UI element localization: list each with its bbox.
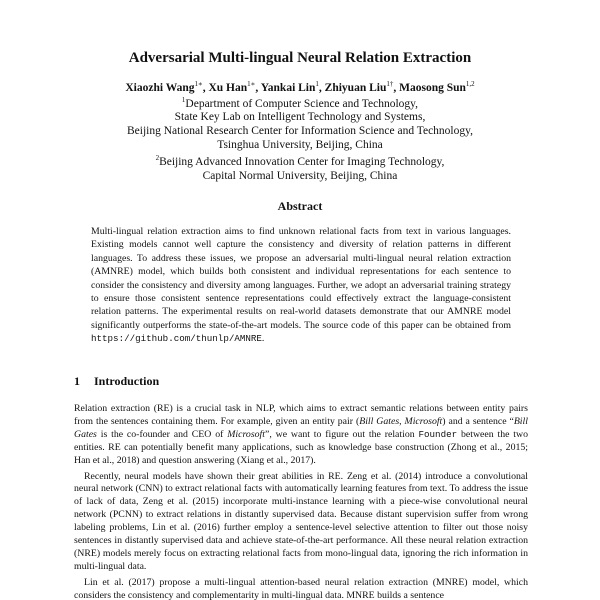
author-list bbox=[0, 80, 600, 94]
abstract-body: Multi-lingual relation extraction aims to find unknown relational facts from text in various languages. Existing models cannot well capture the consistency and diversity of relation patterns in different languages. To address these issues, we propose an adversarial multi-lingual neural relation extraction (AMNRE) model, which builds both consistent and individual representations for each sentence to consider the consistency and diversity among languages. Further, we adopt an adversarial training strategy to ensure those consistent sentence representations could effectively extract the language-consistent relation patterns. The experimental results on real-world datasets demonstrate that our AMNRE model significantly outperforms the state-of-the-art models. The source code of this paper can be obtained from https://github.com/thunlp/AMNRE. bbox=[91, 226, 511, 345]
paragraph: Recently, neural models have shown their great abilities in RE. Zeng et al. (2014) introduce a convolutional neural network (CNN) to extract relational facts with automatically learning features from text. To address the issue of lack of data, Zeng et al. (2015) incorporate multi-instance learning with a piece-wise convolutional neural network (PCNN) to extract relations in distantly supervised data. Because distant supervision suffer from wrong labeling problems, Lin et al. (2016) further employ a sentence-level selective attention to filter out those noisy sentences in distantly supervised data and achieve state-of-the-art performance. All these neural relation extraction (NRE) models merely focus on extracting relational facts from mono-lingual data, ignoring the rich information in multi-lingual data. bbox=[74, 470, 528, 572]
affiliation-line: State Key Lab on Intelligent Technology and Systems, bbox=[174, 111, 426, 124]
paper-title: Adversarial Multi-lingual Neural Relation Extraction bbox=[128, 50, 472, 66]
section-heading: 1 Introduction bbox=[74, 374, 160, 388]
abstract-heading: Abstract bbox=[277, 199, 323, 213]
section-body bbox=[74, 403, 528, 600]
author: Maosong Sun$^{1,2}$ bbox=[399, 80, 475, 94]
affiliation-line: $^2$Beijing Advanced Innovation Center for Imaging Technology, bbox=[155, 154, 445, 169]
author: Zhiyuan Liu$^{1\dagger}$, bbox=[324, 80, 400, 94]
affiliation-line: Tsinghua University, Beijing, China bbox=[217, 138, 383, 151]
affiliation-line: $^1$Department of Computer Science and Technology, bbox=[181, 96, 419, 110]
author: Yankai Lin$^1$, bbox=[260, 80, 325, 94]
affiliation-line: Beijing National Research Center for Information Science and Technology, bbox=[127, 125, 473, 138]
paragraph: Lin et al. (2017) propose a multi-lingual attention-based neural relation extraction (MNRE) model, which considers the consistency and complementarity in multi-lingual data. MNRE builds a sentence bbox=[74, 576, 528, 600]
code-url-link[interactable]: https://github.com/thunlp/AMNRE bbox=[91, 333, 262, 345]
paragraph: Relation extraction (RE) is a crucial task in NLP, which aims to extract semantic relations between entity pairs from the sentences containing them. For example, given an entity pair (Bill Gates, Microsoft) and a sentence “Bill Gates is the co-founder and CEO of Microsoft”, we want to figure out the relation Founder between the two entities. RE can potentially benefit many applications, such as knowledge base construction (Zhong et al., 2015; Han et al., 2018) and question answering (Xiang et al., 2017). bbox=[74, 403, 528, 466]
affiliations bbox=[0, 94, 600, 183]
author: Xiaozhi Wang$^{1∗}$, bbox=[125, 80, 209, 94]
author: Xu Han$^{1∗}$, bbox=[208, 80, 261, 94]
affiliation-line: Capital Normal University, Beijing, China bbox=[202, 169, 398, 182]
